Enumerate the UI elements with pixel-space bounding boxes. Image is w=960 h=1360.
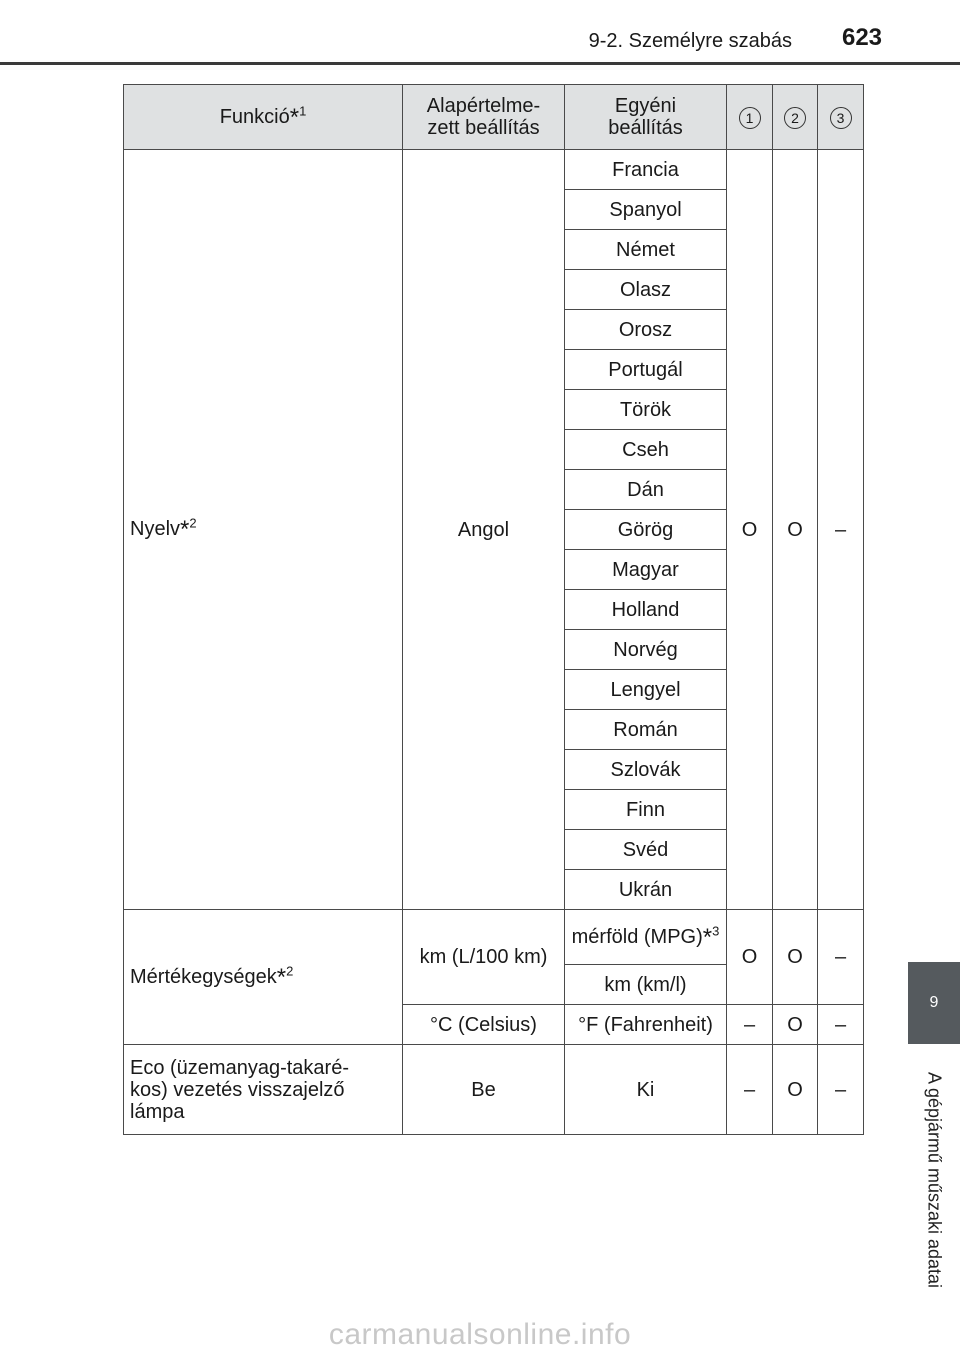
language-option: Ukrán <box>565 870 727 910</box>
language-option: Cseh <box>565 430 727 470</box>
language-option: Norvég <box>565 630 727 670</box>
language-option: Holland <box>565 590 727 630</box>
table-row <box>124 150 864 190</box>
header-col-3 <box>818 85 864 150</box>
language-option: Dán <box>565 470 727 510</box>
circled-1-icon: 1 <box>739 107 761 129</box>
units-c2: O <box>773 910 818 1005</box>
language-option: Svéd <box>565 830 727 870</box>
settings-table <box>123 84 864 1135</box>
chapter-number: 9 <box>929 994 939 1011</box>
header-rule <box>0 62 960 65</box>
units-custom-kml: km (km/l) <box>565 965 727 1005</box>
language-option: Lengyel <box>565 670 727 710</box>
circled-2-icon: 2 <box>784 107 806 129</box>
eco-c1: – <box>727 1045 773 1135</box>
language-default: Angol <box>403 150 565 910</box>
eco-c2: O <box>773 1045 818 1135</box>
section-title: 9-2. Személyre szabás <box>588 30 792 52</box>
language-option: Francia <box>565 150 727 190</box>
eco-label: Eco (üzemanyag-takaré-kos) vezetés visszajelző lámpa <box>124 1045 403 1135</box>
language-c2: O <box>773 150 818 910</box>
header-col-2 <box>773 85 818 150</box>
language-option: Portugál <box>565 350 727 390</box>
language-label: Nyelv*$^2$ <box>124 150 403 910</box>
page-number: 623 <box>841 24 883 51</box>
units-custom-mpg: mérföld (MPG)*$^3$ <box>565 910 727 965</box>
temp-c1: – <box>727 1005 773 1045</box>
language-option: Román <box>565 710 727 750</box>
temp-c3: – <box>818 1005 864 1045</box>
language-option: Német <box>565 230 727 270</box>
language-option: Török <box>565 390 727 430</box>
header-custom: Egyéni beállítás <box>565 85 727 150</box>
language-option: Görög <box>565 510 727 550</box>
language-option: Szlovák <box>565 750 727 790</box>
temp-custom: °F (Fahrenheit) <box>565 1005 727 1045</box>
chapter-title: A gépjármű műszaki adatai <box>924 1071 945 1289</box>
language-option: Spanyol <box>565 190 727 230</box>
header-col-1 <box>727 85 773 150</box>
language-option: Olasz <box>565 270 727 310</box>
units-default: km (L/100 km) <box>403 910 565 1005</box>
temp-default: °C (Celsius) <box>403 1005 565 1045</box>
units-label: Mértékegységek*$^2$ <box>124 910 403 1045</box>
watermark: carmanualsonline.info <box>328 1318 632 1351</box>
temp-c2: O <box>773 1005 818 1045</box>
table-header-row <box>124 85 864 150</box>
asterisk-icon: * <box>289 103 300 131</box>
language-c3: – <box>818 150 864 910</box>
chapter-tab <box>908 962 960 1044</box>
eco-default: Be <box>403 1045 565 1135</box>
units-c3: – <box>818 910 864 1005</box>
header-default: Alapértelme-zett beállítás <box>403 85 565 150</box>
table-row <box>124 1045 864 1135</box>
language-option: Magyar <box>565 550 727 590</box>
language-c1: O <box>727 150 773 910</box>
eco-c3: – <box>818 1045 864 1135</box>
header-function: Funkció*$^1$ <box>124 85 403 150</box>
eco-custom: Ki <box>565 1045 727 1135</box>
circled-3-icon: 3 <box>830 107 852 129</box>
language-option: Orosz <box>565 310 727 350</box>
table-row <box>124 910 864 965</box>
language-option: Finn <box>565 790 727 830</box>
units-c1: O <box>727 910 773 1005</box>
